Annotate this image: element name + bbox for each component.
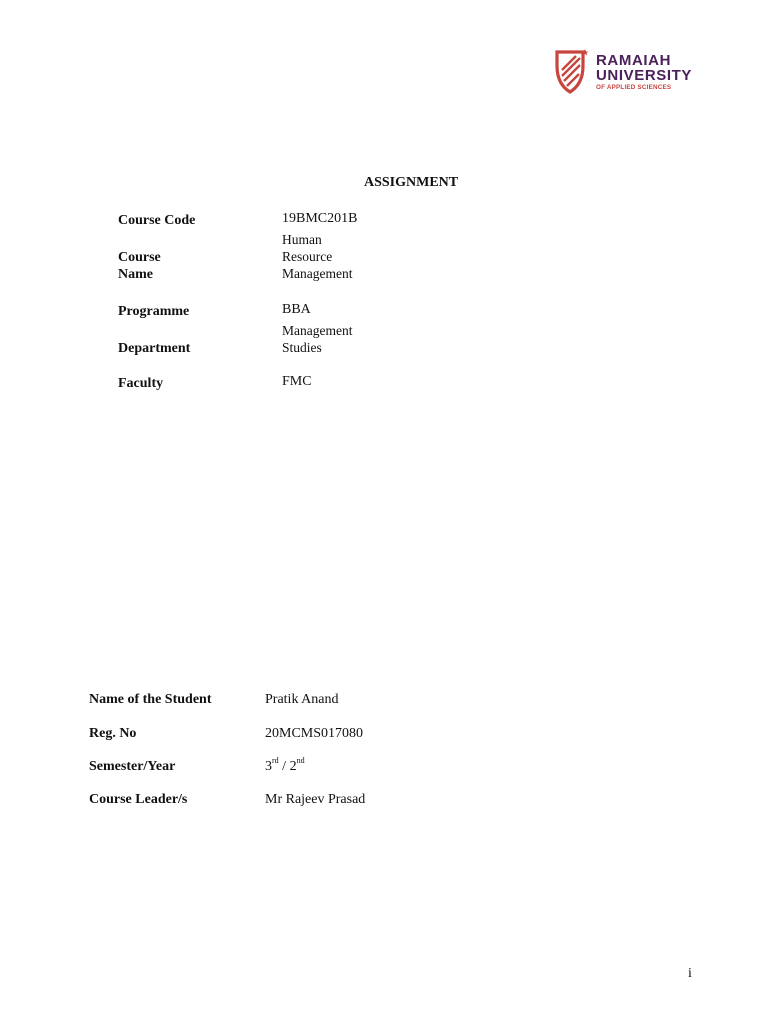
course-code-value: 19BMC201B bbox=[282, 211, 358, 226]
document-title: ASSIGNMENT bbox=[364, 175, 459, 190]
year-number: 2 bbox=[289, 759, 297, 774]
programme-label: Programme bbox=[118, 304, 190, 319]
reg-no-label: Reg. No bbox=[89, 726, 137, 741]
logo-text-line-3: OF APPLIED SCIENCES bbox=[596, 84, 672, 91]
course-code-label: Course Code bbox=[118, 213, 196, 228]
university-emblem-icon bbox=[554, 48, 590, 94]
semester-year-value bbox=[265, 758, 305, 775]
page-number: i bbox=[688, 966, 692, 981]
department-label: Department bbox=[118, 341, 191, 356]
department-value bbox=[282, 322, 352, 356]
student-name-label: Name of the Student bbox=[89, 692, 212, 707]
course-name-label bbox=[118, 249, 161, 283]
semester-year-label: Semester/Year bbox=[89, 759, 176, 774]
course-name-label-line-1: Course bbox=[118, 250, 161, 265]
programme-value: BBA bbox=[282, 302, 311, 317]
course-name-value bbox=[282, 231, 352, 282]
faculty-value: FMC bbox=[282, 374, 312, 389]
course-name-value-line-1: Human bbox=[282, 232, 322, 247]
course-leader-value: Mr Rajeev Prasad bbox=[265, 792, 366, 807]
student-name-value: Pratik Anand bbox=[265, 692, 339, 707]
logo-text-line-1: RAMAIAH bbox=[596, 52, 672, 69]
course-name-value-line-2: Resource bbox=[282, 249, 333, 264]
faculty-label: Faculty bbox=[118, 376, 164, 391]
department-value-line-1: Management bbox=[282, 323, 353, 338]
semester-suffix: rd bbox=[272, 756, 279, 766]
course-leader-label: Course Leader/s bbox=[89, 792, 188, 807]
semester-year-separator: / bbox=[278, 759, 290, 774]
reg-no-value: 20MCMS017080 bbox=[265, 726, 364, 741]
semester-number: 3 bbox=[265, 759, 272, 774]
year-suffix: nd bbox=[296, 756, 305, 766]
logo-text-line-2: UNIVERSITY bbox=[596, 67, 693, 84]
department-value-line-2: Studies bbox=[282, 340, 322, 355]
course-name-label-line-2: Name bbox=[118, 267, 153, 282]
university-logo bbox=[554, 48, 714, 96]
course-name-value-line-3: Management bbox=[282, 266, 353, 281]
